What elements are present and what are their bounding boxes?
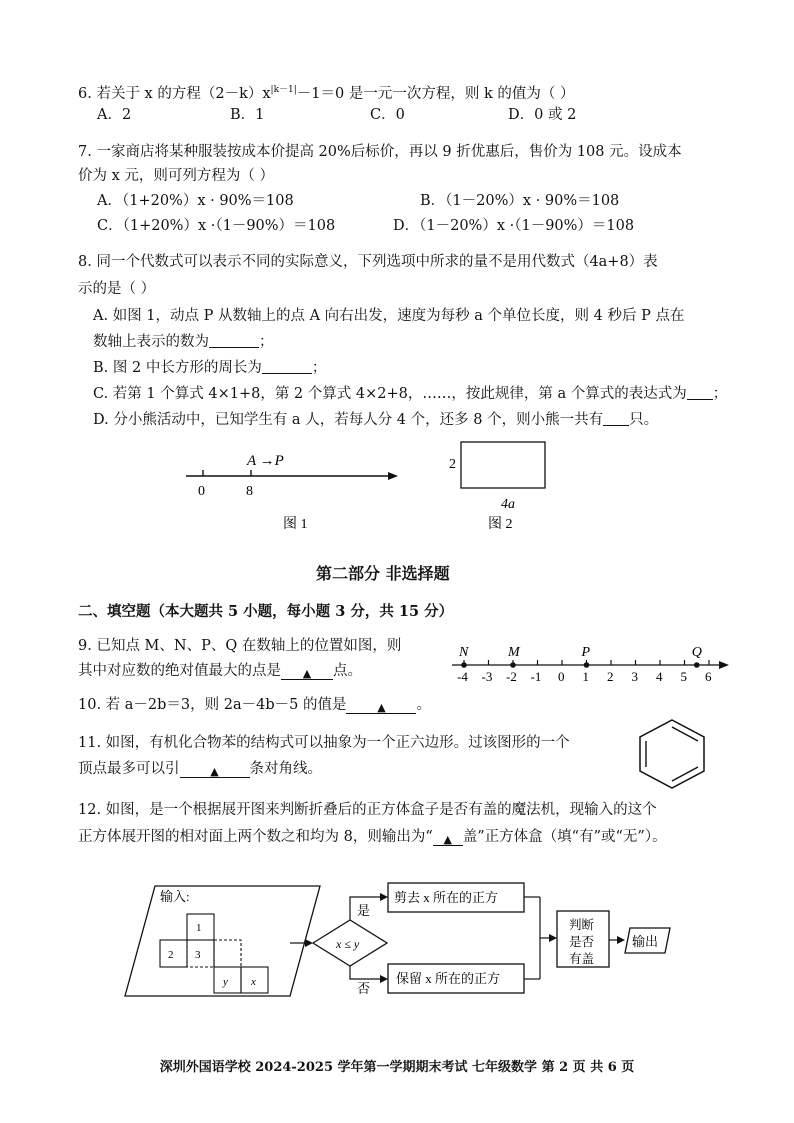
flow-no-label: 否 bbox=[357, 981, 371, 996]
q7-line1: 7. 一家商店将某种服装按成本价提高 20%后标价，再以 9 折优惠后，售价为 108 元。设成本 bbox=[78, 144, 682, 160]
q9-point-label-q: Q bbox=[691, 645, 702, 660]
q9-point-label-p: P bbox=[581, 645, 591, 660]
q6-option-c: C．0 bbox=[370, 107, 405, 123]
flow-box-no-text: 保留 x 所在的正方 bbox=[396, 971, 501, 986]
fig2-height-label: 2 bbox=[449, 457, 456, 472]
q9-tick-label: 6 bbox=[705, 669, 712, 684]
q7-option-a: A．（1+20%）x · 90%＝108 bbox=[97, 193, 294, 209]
part2-title: 第二部分 非选择题 bbox=[316, 564, 450, 583]
q7-option-c: C．（1+20%）x ·（1－90%）＝108 bbox=[97, 218, 336, 234]
q8-option-d-end: 只。 bbox=[629, 412, 659, 428]
q9-tick-label: -1 bbox=[530, 669, 542, 684]
q6-stem-tail: －1＝0 是一元一次方程，则 k 的值为（ ） bbox=[296, 85, 575, 102]
q8-line2: 示的是（ ） bbox=[78, 281, 156, 297]
answer-triangle-icon: ▲ bbox=[302, 667, 312, 680]
net-face-3: 3 bbox=[195, 949, 201, 961]
q12-line1: 12. 如图，是一个根据展开图来判断折叠后的正方体盒子是否有盖的魔法机，现输入的这个 bbox=[78, 802, 657, 818]
fig1-tick-8: 8 bbox=[246, 484, 253, 499]
q9-tick-label: -4 bbox=[457, 669, 468, 684]
flow-input-label: 输入: bbox=[160, 889, 190, 904]
answer-triangle-icon: ▲ bbox=[377, 701, 386, 714]
flow-box-yes-text: 剪去 x 所在的正方 bbox=[394, 890, 499, 905]
q9-tick-label: 3 bbox=[631, 669, 638, 684]
q8-option-b-text: B. 图 2 中长方形的周长为 bbox=[93, 360, 262, 376]
q9-tick-label: 4 bbox=[656, 669, 663, 684]
q9-point-label-n: N bbox=[459, 645, 469, 660]
q8-option-a-text: 数轴上表示的数为 bbox=[93, 334, 209, 350]
q9-tick-label: 5 bbox=[680, 669, 687, 684]
q11-line1: 11. 如图，有机化合物苯的结构式可以抽象为一个正六边形。过该图形的一个 bbox=[78, 735, 570, 751]
q9-tick-label: -3 bbox=[481, 669, 493, 684]
q11-end: 条对角线。 bbox=[249, 761, 322, 777]
flow-yes-label: 是 bbox=[357, 903, 371, 918]
q9-line1: 9. 已知点 M、N、P、Q 在数轴上的位置如图，则 bbox=[78, 638, 402, 654]
net-face-y: y bbox=[223, 976, 228, 988]
q9-end: 点。 bbox=[333, 663, 362, 679]
q12-text: 正方体展开图的相对面上两个数之和均为 8，则输出为“ bbox=[78, 829, 433, 845]
answer-triangle-icon: ▲ bbox=[210, 765, 219, 778]
q8-option-a-line1: A. 如图 1，动点 P 从数轴上的点 A 向右出发，速度为每秒 a 个单位长度，则 4 秒后 P 点在 bbox=[93, 308, 685, 324]
flow-judge-line1: 判断 bbox=[569, 918, 595, 932]
q9-tick-label: 0 bbox=[558, 669, 565, 684]
q9-point-label-m: M bbox=[508, 645, 520, 660]
q6-option-a: A．2 bbox=[97, 107, 132, 123]
net-face-x: x bbox=[251, 976, 256, 988]
q9-tick-label: -2 bbox=[506, 669, 517, 684]
q12-end: 盖”正方体盒（填“有”或“无”）。 bbox=[462, 829, 667, 845]
q10-end: 。 bbox=[416, 697, 431, 713]
flow-judge-line2: 是否 bbox=[569, 935, 595, 949]
q8-option-a-end: ； bbox=[259, 334, 274, 350]
q7-line2: 价为 x 元，则可列方程为（ ） bbox=[78, 168, 275, 184]
fig1-label-a-to-p: A →P bbox=[247, 453, 284, 469]
q8-line1: 8. 同一个代数式可以表示不同的实际意义，下列选项中所求的量不是用代数式（4a+8）表 bbox=[78, 254, 658, 270]
fig2-width-label: 4a bbox=[501, 497, 515, 512]
net-face-1: 1 bbox=[196, 922, 202, 934]
section2-title: 二、填空题（本大题共 5 小题，每小题 3 分，共 15 分） bbox=[78, 603, 454, 620]
q9-tick-label: 1 bbox=[582, 669, 589, 684]
fig1-tick-0: 0 bbox=[198, 484, 205, 499]
answer-triangle-icon: ▲ bbox=[443, 833, 452, 846]
q11-text: 顶点最多可以引 bbox=[78, 761, 180, 777]
q7-option-b: B．（1－20%）x · 90%＝108 bbox=[420, 193, 620, 209]
flow-judge-line3: 有盖 bbox=[569, 952, 595, 966]
q8-option-c-end: ； bbox=[712, 386, 728, 402]
q8-option-c-text: C. 若第 1 个算式 4×1+8，第 2 个算式 4×2+8，……，按此规律，第 a 个算式的表达式为 bbox=[93, 386, 687, 402]
fig2-caption: 图 2 bbox=[488, 517, 513, 532]
q9-text: 其中对应数的绝对值最大的点是 bbox=[78, 663, 281, 679]
q6-option-d: D．0 或 2 bbox=[508, 107, 577, 123]
fig1-caption: 图 1 bbox=[283, 517, 308, 532]
net-face-2: 2 bbox=[168, 949, 174, 961]
flow-decision-text: x ≤ y bbox=[336, 937, 360, 951]
q8-option-d-text: D. 分小熊活动中，已知学生有 a 人，若每人分 4 个，还多 8 个，则小熊一共有 bbox=[93, 412, 604, 428]
q6-stem-text: 6. 若关于 x 的方程（2－k）x bbox=[78, 85, 271, 102]
page-footer: 深圳外国语学校 2024-2025 学年第一学期期末考试 七年级数学 第 2 页 共 6 页 bbox=[159, 1060, 635, 1075]
q9-tick-label: 2 bbox=[607, 669, 614, 684]
q8-option-b-end: ； bbox=[311, 360, 327, 376]
q10-text: 10. 若 a－2b＝3，则 2a－4b－5 的值是 bbox=[78, 697, 347, 713]
q7-option-d: D．（1－20%）x ·（1－90%）＝108 bbox=[393, 218, 635, 234]
q6-option-b: B．1 bbox=[230, 107, 265, 123]
q6-exponent: |k－1| bbox=[270, 85, 297, 95]
flow-output-text: 输出 bbox=[632, 934, 659, 949]
